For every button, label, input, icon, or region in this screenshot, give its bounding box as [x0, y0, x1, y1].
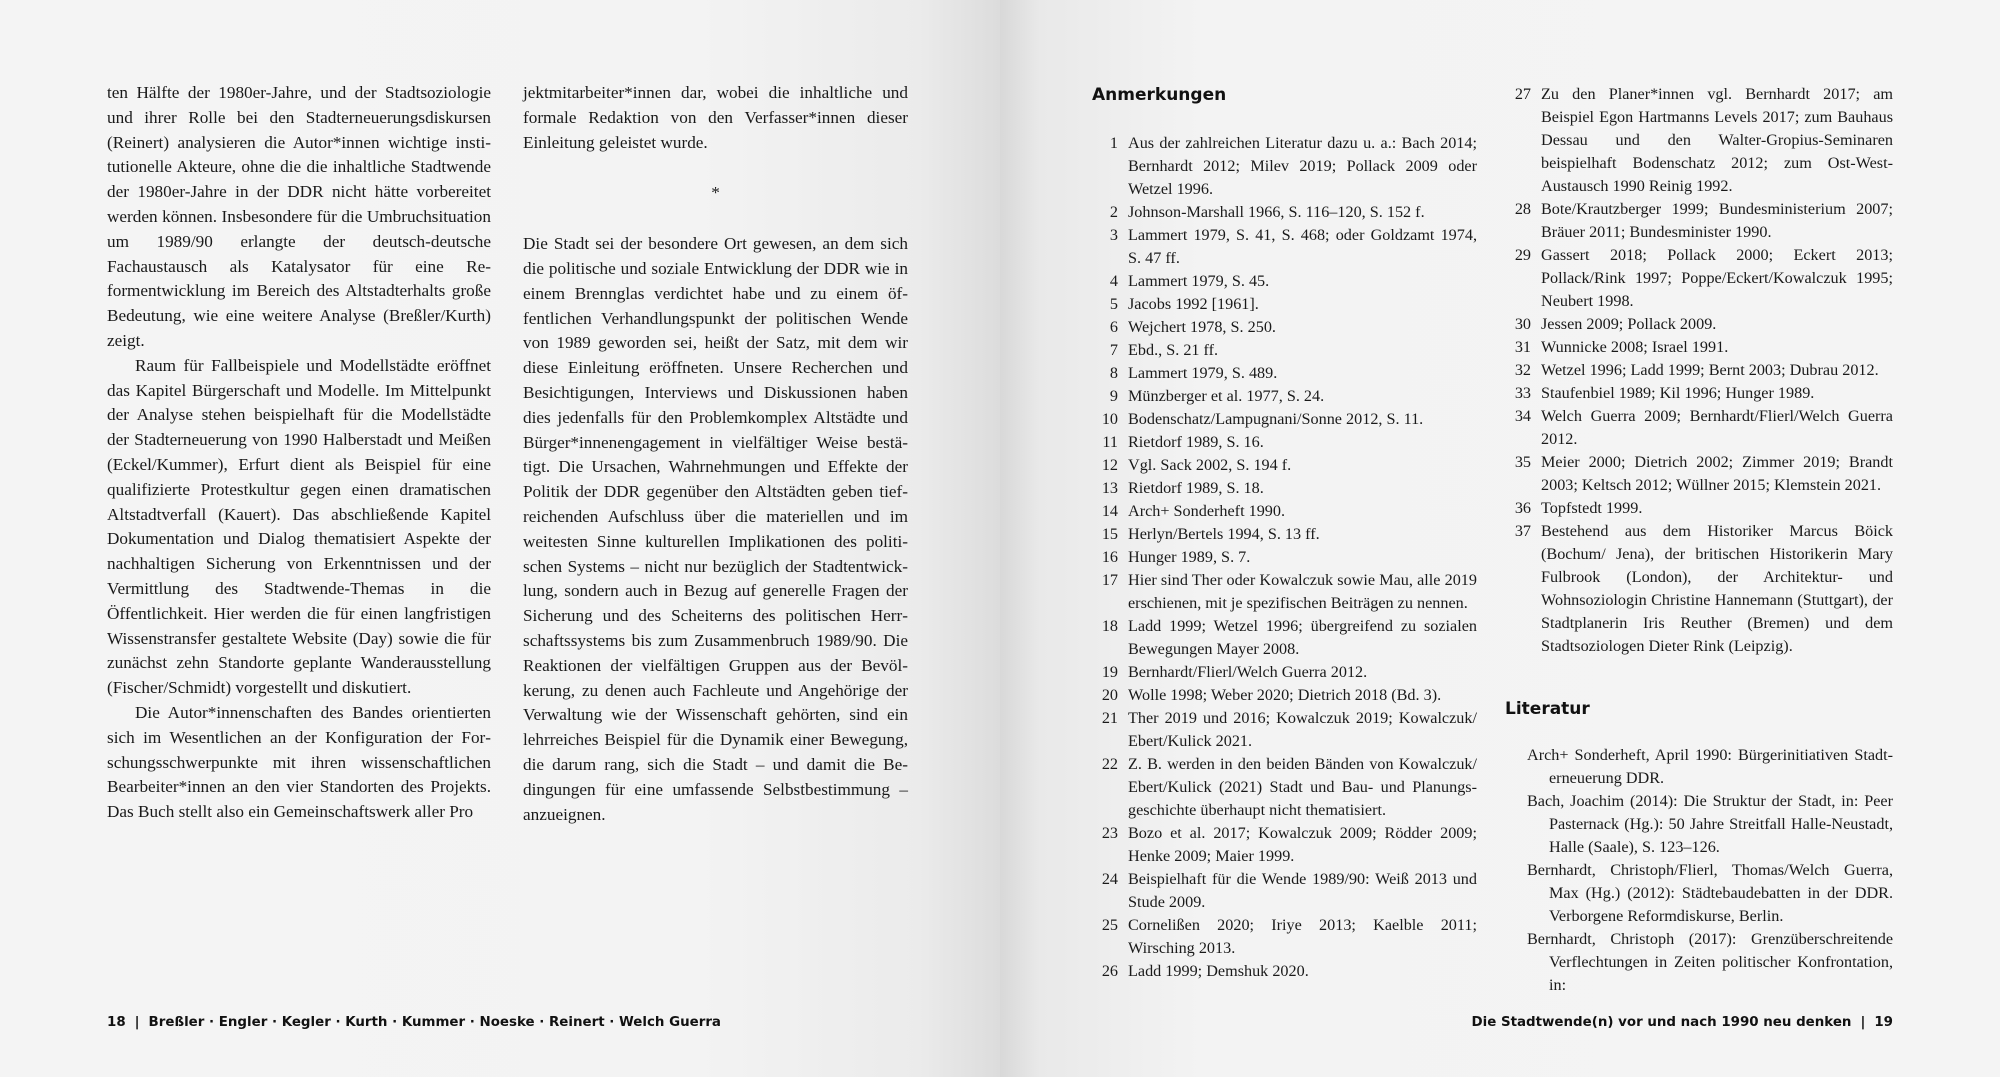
note-number: 14	[1101, 502, 1118, 520]
note-number: 9	[1109, 387, 1118, 405]
body-paragraph: jektmitarbeiter*innen dar, wobei die inhaltliche und formale Redaktion von den Verfasser*innen dieser Einleitung geleistet wurde.	[523, 83, 908, 152]
notes-column-1	[1092, 84, 1477, 983]
note-text: Zu den Planer*innen vgl. Bernhardt 2017; am Beispiel Egon Hartmanns Levels 2017; zum Bauhaus Dessau und den Walter-Gropius-Seminaren beispielhaft Bodenschatz 2012; zum Ost-West-Austausch 1990 Reinig 1992.	[1541, 85, 1893, 195]
note-text: Gassert 2018; Pollack 2000; Eckert 2013; Pollack/Rink 1997; Poppe/Eckert/Kowalczuk 1995; Neubert 1998.	[1541, 246, 1893, 310]
note-item	[1092, 201, 1477, 224]
note-number: 30	[1514, 315, 1531, 333]
note-text: Arch+ Sonderheft 1990.	[1128, 502, 1286, 520]
note-item	[1505, 382, 1893, 405]
section-separator: *	[711, 183, 720, 203]
note-item	[1505, 83, 1893, 198]
note-number: 13	[1101, 479, 1118, 497]
note-text: Ebd., S. 21 ff.	[1128, 341, 1219, 359]
note-number: 11	[1102, 433, 1118, 451]
note-number: 1	[1109, 134, 1118, 152]
body-paragraph: Raum für Fallbeispiele und Modellstädte eröffnet das Kapitel Bürgerschaft und Modelle. Im Mittelpunkt der Analyse stehen beispielhaft für die Modellstädte der Stadterneuerung von 1990 Halberstadt und Meißen (Eckel/Kummer), Erfurt dient als Beispiel für eine qualifizierte Protestkultur gegen einen dramatischen Altstadtverfall (Kauert). Das abschließende Kapitel Dokumentation und Dialog thematisiert Aspekte der nachhaltigen Sicherung von Erkenntnissen und der Vermittlung des Stadtwende-Themas in die Öffentlichkeit. Hier werden die für einen langfristigen Wissenstransfer gestaltete Website (Day) sowie die für zunächst zehn Standorte geplante Wanderausstellung (Fischer/Schmidt) vorgestellt und diskutiert.	[107, 355, 491, 698]
note-item	[1092, 822, 1477, 868]
note-item	[1092, 477, 1477, 500]
note-text: Bodenschatz/Lampugnani/Sonne 2012, S. 11.	[1128, 410, 1424, 428]
page-number: 18	[107, 1015, 126, 1030]
note-number: 27	[1514, 85, 1531, 103]
note-text: Ladd 1999; Demshuk 2020.	[1128, 962, 1309, 980]
note-item	[1092, 454, 1477, 477]
note-number: 25	[1101, 916, 1118, 934]
note-item	[1092, 132, 1477, 201]
note-text: Ladd 1999; Wetzel 1996; übergreifend zu sozialen Bewegungen Mayer 2008.	[1128, 617, 1477, 658]
note-number: 7	[1109, 341, 1118, 359]
literature-list	[1505, 744, 1893, 997]
note-text: Hier sind Ther oder Kowalczuk sowie Mau, alle 2019 erschienen, mit je spezifischen Beiträgen zu nennen.	[1128, 571, 1477, 612]
note-item	[1092, 615, 1477, 661]
note-number: 21	[1101, 709, 1118, 727]
footer-title: Die Stadtwende(n) vor und nach 1990 neu denken	[1471, 1015, 1852, 1030]
note-text: Vgl. Sack 2002, S. 194 f.	[1128, 456, 1292, 474]
note-text: Wejchert 1978, S. 250.	[1128, 318, 1276, 336]
note-item	[1092, 431, 1477, 454]
note-number: 35	[1514, 453, 1531, 471]
note-item	[1092, 316, 1477, 339]
footer-authors: Breßler · Engler · Kegler · Kurth · Kummer · Noeske · Reinert · Welch Guerra	[148, 1015, 721, 1030]
note-text: Wolle 1998; Weber 2020; Dietrich 2018 (Bd. 3).	[1128, 686, 1442, 704]
note-number: 19	[1101, 663, 1118, 681]
note-text: Ther 2019 und 2016; Kowalczuk 2019; Kowalczuk/ Ebert/Kulick 2021.	[1128, 709, 1477, 750]
note-item	[1505, 359, 1893, 382]
note-number: 32	[1514, 361, 1531, 379]
literature-entry: Bach, Joachim (2014): Die Struktur der Stadt, in: Peer Pasternack (Hg.): 50 Jahre Streitfall Halle-Neustadt, Halle (Saale), S. 123–126.	[1527, 792, 1893, 856]
note-number: 16	[1101, 548, 1118, 566]
note-text: Lammert 1979, S. 41, S. 468; oder Goldzamt 1974, S. 47 ff.	[1128, 226, 1477, 267]
note-text: Rietdorf 1989, S. 18.	[1128, 479, 1264, 497]
note-item	[1505, 451, 1893, 497]
note-text: Jessen 2009; Pollack 2009.	[1541, 315, 1717, 333]
note-item	[1092, 293, 1477, 316]
footer-separator: |	[1860, 1015, 1866, 1030]
body-paragraph: ten Hälfte der 1980er-Jahre, und der Stadtsoziologie und ihrer Rolle bei den Stadterneuerungsdiskursen (Reinert) analysieren die Autor*innen wichtige institutionelle Akteure, ohne die die inhaltliche Stadtwende der 1980er-Jahre in der DDR nicht hätte vorbereitet werden können. Insbesondere für die Umbruchsituation um 1989/90 erlangte der deutsch-deutsche Fachaustausch als Katalysator für eine Reformentwicklung im Bereich des Altstadterhalts große Bedeutung, wie eine weitere Analyse (Breßler/Kurth) zeigt.	[107, 83, 491, 350]
literature-entry: Bernhardt, Christoph (2017): Grenzüberschreitende Verflechtungen in Zeiten politischer Konfrontation, in:	[1527, 930, 1893, 994]
note-number: 6	[1109, 318, 1118, 336]
note-item	[1092, 569, 1477, 615]
note-item	[1092, 500, 1477, 523]
note-number: 22	[1101, 755, 1118, 773]
note-text: Hunger 1989, S. 7.	[1128, 548, 1251, 566]
footer-separator: |	[134, 1015, 140, 1030]
note-number: 18	[1101, 617, 1118, 635]
note-text: Johnson-Marshall 1966, S. 116–120, S. 152 f.	[1128, 203, 1425, 221]
note-item	[1092, 362, 1477, 385]
note-item	[1092, 960, 1477, 983]
note-text: Wunnicke 2008; Israel 1991.	[1541, 338, 1729, 356]
note-item	[1092, 753, 1477, 822]
note-text: Lammert 1979, S. 45.	[1128, 272, 1270, 290]
note-text: Lammert 1979, S. 489.	[1128, 364, 1278, 382]
note-text: Beispielhaft für die Wende 1989/90: Weiß 2013 und Stude 2009.	[1128, 870, 1477, 911]
note-text: Wetzel 1996; Ladd 1999; Bernt 2003; Dubrau 2012.	[1541, 361, 1879, 379]
body-paragraph: Die Stadt sei der besondere Ort gewesen, an dem sich die politische und soziale Entwicklung der DDR wie in einem Brennglas verdichtet habe und zu einem öffentlichen Verhandlungspunkt der politischen Wende von 1989 geworden sei, heißt der Satz, mit dem wir diese Einleitung eröffneten. Unsere Recherchen und Besichtigungen, Interviews und Diskussionen haben dies jedenfalls für den Problemkomplex Altstädte und Bürger*innenengagement in vielfältiger Weise bestätigt. Die Ursachen, Wahrnehmungen und Effekte der Politik der DDR gegenüber den Altstädten geben tiefreichenden Aufschluss über die materiellen und im weitesten Sinne kulturellen Implikationen des politischen Systems – nicht nur bezüglich der Stadtentwicklung, sondern auch in Bezug auf generelle Fragen der Sicherung und des Scheiterns des politischen Herrschaftssystems bis zum Zusammenbruch 1989/90. Die Reaktionen der vielfältigen Gruppen aus der Bevölkerung, zu denen auch Fachleute und Angehörige der Verwaltung wie der Wissenschaft gehörten, sind ein lehrreiches Beispiel für die Dynamik einer Bewegung, die darum rang, sich die Stadt – und damit die Bedingungen für eine umfassende Selbstbestimmung – anzueignen.	[523, 234, 908, 824]
note-number: 20	[1101, 686, 1118, 704]
notes-list	[1092, 132, 1477, 983]
left-footer	[107, 1014, 721, 1032]
notes-heading: Anmerkungen	[1092, 85, 1227, 105]
note-item	[1505, 244, 1893, 313]
note-number: 2	[1109, 203, 1118, 221]
note-number: 8	[1109, 364, 1118, 382]
note-text: Topfstedt 1999.	[1541, 499, 1643, 517]
note-text: Aus der zahlreichen Literatur dazu u. a.: Bach 2014; Bernhardt 2012; Milev 2019; Pollack 2009 oder Wetzel 1996.	[1128, 134, 1477, 198]
note-item	[1092, 868, 1477, 914]
note-item	[1092, 523, 1477, 546]
note-item	[1092, 661, 1477, 684]
note-number: 36	[1514, 499, 1531, 517]
note-item	[1505, 405, 1893, 451]
note-number: 3	[1109, 226, 1118, 244]
note-number: 26	[1101, 962, 1118, 980]
note-number: 37	[1514, 522, 1531, 540]
note-number: 17	[1101, 571, 1118, 589]
note-text: Bote/Krautzberger 1999; Bundesministerium 2007; Bräuer 2011; Bundesminister 1990.	[1541, 200, 1893, 241]
note-item	[1505, 313, 1893, 336]
note-text: Münzberger et al. 1977, S. 24.	[1128, 387, 1325, 405]
note-number: 5	[1109, 295, 1118, 313]
note-text: Rietdorf 1989, S. 16.	[1128, 433, 1264, 451]
note-number: 34	[1514, 407, 1531, 425]
left-column-2	[523, 81, 908, 827]
note-item	[1505, 198, 1893, 244]
note-number: 12	[1101, 456, 1118, 474]
note-item	[1092, 546, 1477, 569]
note-number: 28	[1514, 200, 1531, 218]
note-text: Bestehend aus dem Historiker Marcus Böick (Bochum/ Jena), der britischen Historikerin Mary Fulbrook (London), der Architektur- und Wohnsoziologin Christine Hannemann (Stuttgart), der Stadtplanerin Iris Reuther (Bremen) und dem Stadtsoziologen Dieter Rink (Leipzig).	[1541, 522, 1893, 655]
literature-heading: Literatur	[1505, 699, 1590, 719]
note-text: Welch Guerra 2009; Bernhardt/Flierl/Welch Guerra 2012.	[1541, 407, 1893, 448]
literature-entry: Bernhardt, Christoph/Flierl, Thomas/Welch Guerra, Max (Hg.) (2012): Städtebaudebatten in der DDR. Verborgene Reformdiskurse, Berlin.	[1527, 861, 1893, 925]
note-item	[1092, 385, 1477, 408]
note-item	[1092, 914, 1477, 960]
right-page	[1000, 0, 2000, 1077]
note-item	[1092, 224, 1477, 270]
note-number: 15	[1101, 525, 1118, 543]
note-item	[1092, 707, 1477, 753]
note-text: Herlyn/Bertels 1994, S. 13 ff.	[1128, 525, 1320, 543]
notes-list	[1505, 83, 1893, 658]
note-item	[1092, 270, 1477, 293]
note-item	[1505, 520, 1893, 658]
note-number: 24	[1101, 870, 1118, 888]
note-text: Bernhardt/Flierl/Welch Guerra 2012.	[1128, 663, 1368, 681]
literature-entry: Arch+ Sonderheft, April 1990: Bürgerinitiativen Stadterneuerung DDR.	[1527, 746, 1893, 787]
note-number: 4	[1109, 272, 1118, 290]
note-number: 31	[1514, 338, 1531, 356]
note-text: Bozo et al. 2017; Kowalczuk 2009; Rödder 2009; Henke 2009; Maier 1999.	[1128, 824, 1477, 865]
note-number: 29	[1514, 246, 1531, 264]
left-column-1	[107, 81, 491, 825]
note-number: 10	[1101, 410, 1118, 428]
note-item	[1505, 497, 1893, 520]
right-footer	[1472, 1014, 1893, 1032]
note-item	[1092, 339, 1477, 362]
note-number: 33	[1514, 384, 1531, 402]
note-text: Staufenbiel 1989; Kil 1996; Hunger 1989.	[1541, 384, 1815, 402]
note-item	[1505, 336, 1893, 359]
note-text: Cornelißen 2020; Iriye 2013; Kaelble 2011; Wirsching 2013.	[1128, 916, 1477, 957]
page-number: 19	[1874, 1015, 1893, 1030]
note-text: Meier 2000; Dietrich 2002; Zimmer 2019; Brandt 2003; Keltsch 2012; Wüllner 2015; Klemstein 2021.	[1541, 453, 1893, 494]
notes-column-2	[1505, 83, 1893, 997]
note-text: Jacobs 1992 [1961].	[1128, 295, 1259, 313]
note-item	[1092, 684, 1477, 707]
note-item	[1092, 408, 1477, 431]
note-number: 23	[1101, 824, 1118, 842]
note-text: Z. B. werden in den beiden Bänden von Kowalczuk/ Ebert/Kulick (2021) Stadt und Bau- und Planungsgeschichte überhaupt nicht thematisiert.	[1128, 755, 1477, 819]
body-paragraph: Die Autor*innenschaften des Bandes orientierten sich im Wesentlichen an der Konfiguration der Forschungsschwerpunkte mit ihren wissenschaftlichen Bearbeiter*innen an den vier Standorten des Projekts. Das Buch stellt also ein Gemeinschaftswerk aller Pro	[107, 702, 491, 822]
